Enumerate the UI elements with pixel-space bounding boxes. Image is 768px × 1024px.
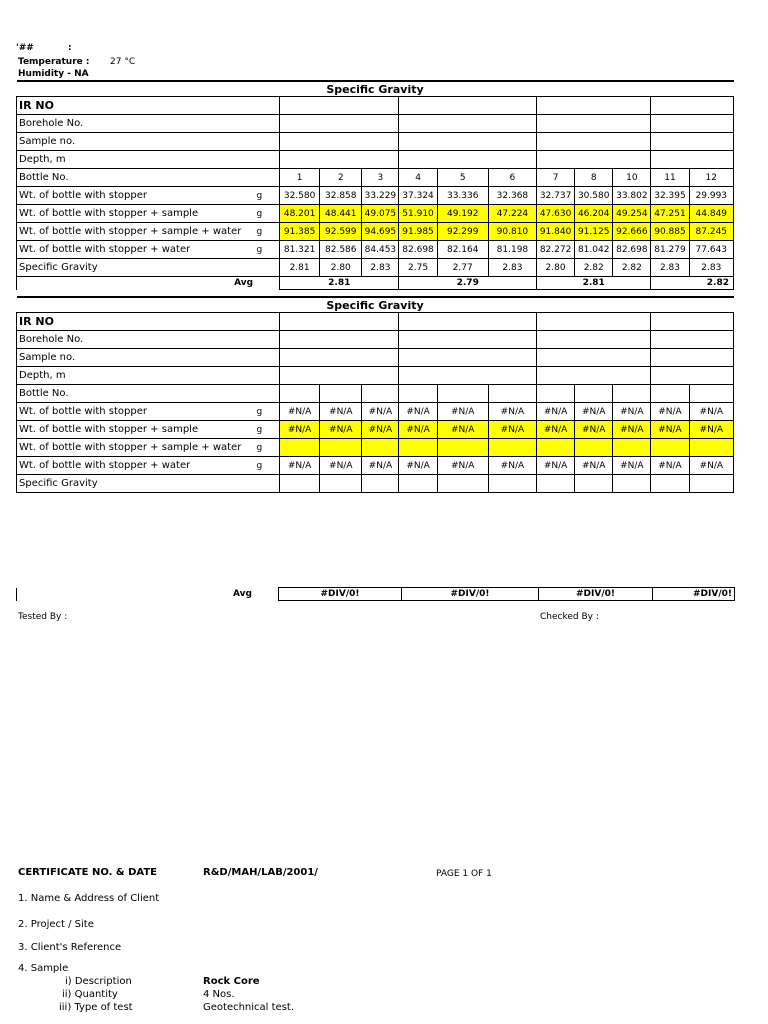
- avg-value: #DIV/0!: [402, 588, 539, 601]
- table-cell[interactable]: [280, 439, 320, 457]
- avg-value: 2.81: [280, 277, 399, 290]
- table-cell[interactable]: #N/A: [437, 421, 488, 439]
- table-cell: 2.83: [488, 259, 536, 277]
- table1-bottle-row: [17, 169, 734, 187]
- table-cell: 84.453: [362, 241, 399, 259]
- table2-avg-row: [16, 587, 735, 601]
- table1-title-row: [17, 81, 734, 97]
- table-cell[interactable]: 47.224: [488, 205, 536, 223]
- avg-value: 2.82: [651, 277, 734, 290]
- table-cell[interactable]: #N/A: [689, 421, 733, 439]
- table-cell: 4: [399, 169, 437, 187]
- depth-label: Depth, m: [17, 151, 280, 169]
- table-cell: 2.75: [399, 259, 437, 277]
- table-cell[interactable]: 91.985: [399, 223, 437, 241]
- type-of-test-value: Geotechnical test.: [203, 1002, 295, 1013]
- table-cell: 32.368: [488, 187, 536, 205]
- avg-value: #DIV/0!: [279, 588, 402, 601]
- sample-label: 4. Sample: [18, 963, 69, 974]
- table-cell[interactable]: #N/A: [488, 421, 536, 439]
- avg-label: Avg: [17, 588, 279, 601]
- table-cell: 11: [651, 169, 689, 187]
- table-cell: #N/A: [320, 457, 362, 475]
- table-cell: 2.81: [280, 259, 320, 277]
- table-cell: 77.643: [689, 241, 733, 259]
- table-cell[interactable]: #N/A: [399, 421, 437, 439]
- temperature-label: Temperature :: [18, 57, 90, 67]
- table1-depth-row: [17, 151, 734, 169]
- table-cell: #N/A: [280, 403, 320, 421]
- table-cell: 32.858: [320, 187, 362, 205]
- table2-borehole-row: [17, 331, 734, 349]
- table-cell: 81.321: [280, 241, 320, 259]
- table-cell: #N/A: [399, 403, 437, 421]
- table-cell: #N/A: [613, 403, 651, 421]
- table-cell: #N/A: [362, 403, 399, 421]
- table-cell[interactable]: 47.630: [537, 205, 575, 223]
- table-cell: 32.580: [280, 187, 320, 205]
- table-cell[interactable]: #N/A: [651, 421, 689, 439]
- type-of-test-label: iii) Type of test: [59, 1002, 133, 1013]
- table-cell: #N/A: [651, 457, 689, 475]
- table1-wt-water-row: [17, 241, 734, 259]
- table-cell: #N/A: [437, 457, 488, 475]
- ir-no-label: IR NO: [17, 313, 280, 331]
- table-cell[interactable]: [488, 439, 536, 457]
- table-cell: 81.198: [488, 241, 536, 259]
- client-reference-label: 3. Client's Reference: [18, 942, 122, 953]
- table1-sg-row: [17, 259, 734, 277]
- ir-no-label: IR NO: [17, 97, 280, 115]
- table-cell: 82.586: [320, 241, 362, 259]
- sg-label: Specific Gravity: [17, 259, 280, 277]
- table-cell[interactable]: 90.810: [488, 223, 536, 241]
- wt-sample-label: Wt. of bottle with stopper + sample: [17, 205, 256, 223]
- table-cell[interactable]: 48.201: [280, 205, 320, 223]
- table-cell[interactable]: 46.204: [575, 205, 613, 223]
- page-indicator: PAGE 1 OF 1: [436, 869, 492, 879]
- wt-sample-water-label: Wt. of bottle with stopper + sample + water: [17, 223, 256, 241]
- depth-label: Depth, m: [17, 367, 280, 385]
- table-cell: #N/A: [280, 457, 320, 475]
- table-cell: 2.82: [575, 259, 613, 277]
- table-cell[interactable]: [651, 439, 689, 457]
- table-cell: #N/A: [613, 457, 651, 475]
- table1-wt-sample-row: [17, 205, 734, 223]
- description-label: i) Description: [65, 976, 132, 987]
- table-cell[interactable]: 44.849: [689, 205, 733, 223]
- table-cell: 8: [575, 169, 613, 187]
- avg-value: #DIV/0!: [539, 588, 653, 601]
- table-cell[interactable]: 91.385: [280, 223, 320, 241]
- avg-value: 2.79: [399, 277, 537, 290]
- table-cell[interactable]: [537, 439, 575, 457]
- table-cell: #N/A: [362, 457, 399, 475]
- table2-wt-water-row: [17, 457, 734, 475]
- table-cell: 2.83: [689, 259, 733, 277]
- checked-by-label: Checked By :: [540, 612, 599, 622]
- table-cell: 5: [437, 169, 488, 187]
- avg-label: Avg: [17, 277, 280, 290]
- unit-label: g: [255, 457, 279, 475]
- table1-avg-row: [17, 277, 734, 290]
- table1-title: Specific Gravity: [17, 81, 734, 97]
- table-cell: 33.229: [362, 187, 399, 205]
- borehole-label: Borehole No.: [17, 331, 280, 349]
- table-cell: #N/A: [488, 457, 536, 475]
- humidity-label: Humidity - NA: [18, 69, 89, 79]
- table-cell: 2.83: [651, 259, 689, 277]
- table-cell: 7: [537, 169, 575, 187]
- table2-sg-row: [17, 475, 734, 493]
- table-cell[interactable]: 49.254: [613, 205, 651, 223]
- borehole-label: Borehole No.: [17, 115, 280, 133]
- table-cell: #N/A: [575, 457, 613, 475]
- wt-water-label: Wt. of bottle with stopper + water: [17, 457, 256, 475]
- table-cell: 81.042: [575, 241, 613, 259]
- table-cell: 6: [488, 169, 536, 187]
- table-cell: 12: [689, 169, 733, 187]
- table-cell: 82.164: [437, 241, 488, 259]
- table-cell[interactable]: 49.192: [437, 205, 488, 223]
- tested-by-label: Tested By :: [18, 612, 68, 622]
- colon: :: [68, 43, 72, 53]
- certificate-number: R&D/MAH/LAB/2001/: [203, 867, 318, 878]
- temperature-value: 27 °C: [110, 57, 136, 67]
- bottle-label: Bottle No.: [17, 169, 280, 187]
- table-cell[interactable]: 92.299: [437, 223, 488, 241]
- table-cell[interactable]: #N/A: [575, 421, 613, 439]
- table2-title-row: [17, 297, 734, 313]
- table-cell: 33.336: [437, 187, 488, 205]
- sample-label: Sample no.: [17, 349, 280, 367]
- table-cell[interactable]: [689, 439, 733, 457]
- table-cell[interactable]: 48.441: [320, 205, 362, 223]
- table-cell[interactable]: #N/A: [320, 421, 362, 439]
- avg-value: #DIV/0!: [653, 588, 735, 601]
- table-cell[interactable]: #N/A: [280, 421, 320, 439]
- quantity-value: 4 Nos.: [203, 989, 235, 1000]
- table-cell[interactable]: 92.599: [320, 223, 362, 241]
- wt-sample-water-label: Wt. of bottle with stopper + sample + water: [17, 439, 256, 457]
- wt-sample-label: Wt. of bottle with stopper + sample: [17, 421, 256, 439]
- table1-wt-stopper-row: [17, 187, 734, 205]
- table2-ir-row: [17, 313, 734, 331]
- table1-borehole-row: [17, 115, 734, 133]
- table-cell: 82.698: [613, 241, 651, 259]
- table-cell: 32.395: [651, 187, 689, 205]
- certificate-label: CERTIFICATE NO. & DATE: [18, 867, 157, 878]
- unit-label: g: [255, 403, 279, 421]
- wt-stopper-label: Wt. of bottle with stopper: [17, 403, 256, 421]
- table-cell: #N/A: [537, 403, 575, 421]
- table-cell[interactable]: 90.885: [651, 223, 689, 241]
- table-cell: #N/A: [488, 403, 536, 421]
- table2-wt-stopper-row: [17, 403, 734, 421]
- table2-bottle-row: [17, 385, 734, 403]
- hash-label: '##: [16, 43, 34, 53]
- table-cell: 2.77: [437, 259, 488, 277]
- avg-value: 2.81: [537, 277, 651, 290]
- specific-gravity-table-2: [16, 296, 734, 493]
- quantity-label: ii) Quantity: [62, 989, 118, 1000]
- table-cell: #N/A: [320, 403, 362, 421]
- table-cell: 1: [280, 169, 320, 187]
- wt-water-label: Wt. of bottle with stopper + water: [17, 241, 256, 259]
- table-cell: 32.737: [537, 187, 575, 205]
- table-cell: 2: [320, 169, 362, 187]
- table-cell[interactable]: [575, 439, 613, 457]
- table1-wt-sample-water-row: [17, 223, 734, 241]
- table1-ir-row: [17, 97, 734, 115]
- table2-title: Specific Gravity: [17, 297, 734, 313]
- wt-stopper-label: Wt. of bottle with stopper: [17, 187, 256, 205]
- table-cell: 81.279: [651, 241, 689, 259]
- bottle-label: Bottle No.: [17, 385, 280, 403]
- table-cell[interactable]: 94.695: [362, 223, 399, 241]
- table-cell[interactable]: #N/A: [537, 421, 575, 439]
- table-cell: #N/A: [537, 457, 575, 475]
- specific-gravity-table-1: [16, 80, 734, 290]
- project-site-label: 2. Project / Site: [18, 919, 94, 930]
- table-cell[interactable]: [320, 439, 362, 457]
- unit-label: g: [255, 439, 279, 457]
- table-cell[interactable]: [399, 439, 437, 457]
- table-cell: 37.324: [399, 187, 437, 205]
- table-cell[interactable]: [437, 439, 488, 457]
- unit-label: g: [255, 241, 279, 259]
- table-cell: 2.82: [613, 259, 651, 277]
- table-cell[interactable]: 91.840: [537, 223, 575, 241]
- table2-wt-sample-water-row: [17, 439, 734, 457]
- table-cell: 2.80: [320, 259, 362, 277]
- table-cell: #N/A: [651, 403, 689, 421]
- table-cell: 3: [362, 169, 399, 187]
- table-cell[interactable]: 47.251: [651, 205, 689, 223]
- table-cell[interactable]: 49.075: [362, 205, 399, 223]
- unit-label: g: [255, 223, 279, 241]
- table-cell[interactable]: 87.245: [689, 223, 733, 241]
- unit-label: g: [255, 205, 279, 223]
- table2-wt-sample-row: [17, 421, 734, 439]
- sg-label: Specific Gravity: [17, 475, 280, 493]
- table-cell: #N/A: [689, 457, 733, 475]
- table-cell: 10: [613, 169, 651, 187]
- table-cell: #N/A: [689, 403, 733, 421]
- table-cell[interactable]: [613, 439, 651, 457]
- table-cell: 2.83: [362, 259, 399, 277]
- table-cell: 30.580: [575, 187, 613, 205]
- table-cell: #N/A: [575, 403, 613, 421]
- table2-depth-row: [17, 367, 734, 385]
- sample-label: Sample no.: [17, 133, 280, 151]
- table-cell[interactable]: [362, 439, 399, 457]
- table-cell: #N/A: [437, 403, 488, 421]
- client-name-address-label: 1. Name & Address of Client: [18, 893, 160, 904]
- unit-label: g: [255, 421, 279, 439]
- table-cell[interactable]: #N/A: [362, 421, 399, 439]
- table-cell: 33.802: [613, 187, 651, 205]
- table-cell[interactable]: 91.125: [575, 223, 613, 241]
- table-cell[interactable]: 92.666: [613, 223, 651, 241]
- unit-label: g: [255, 187, 279, 205]
- table-cell: 82.698: [399, 241, 437, 259]
- table2-sample-row: [17, 349, 734, 367]
- table-cell: #N/A: [399, 457, 437, 475]
- table-cell: 2.80: [537, 259, 575, 277]
- table-cell: 29.993: [689, 187, 733, 205]
- description-value: Rock Core: [203, 976, 260, 987]
- table-cell: 82.272: [537, 241, 575, 259]
- table1-sample-row: [17, 133, 734, 151]
- table-cell[interactable]: 51.910: [399, 205, 437, 223]
- table-cell[interactable]: #N/A: [613, 421, 651, 439]
